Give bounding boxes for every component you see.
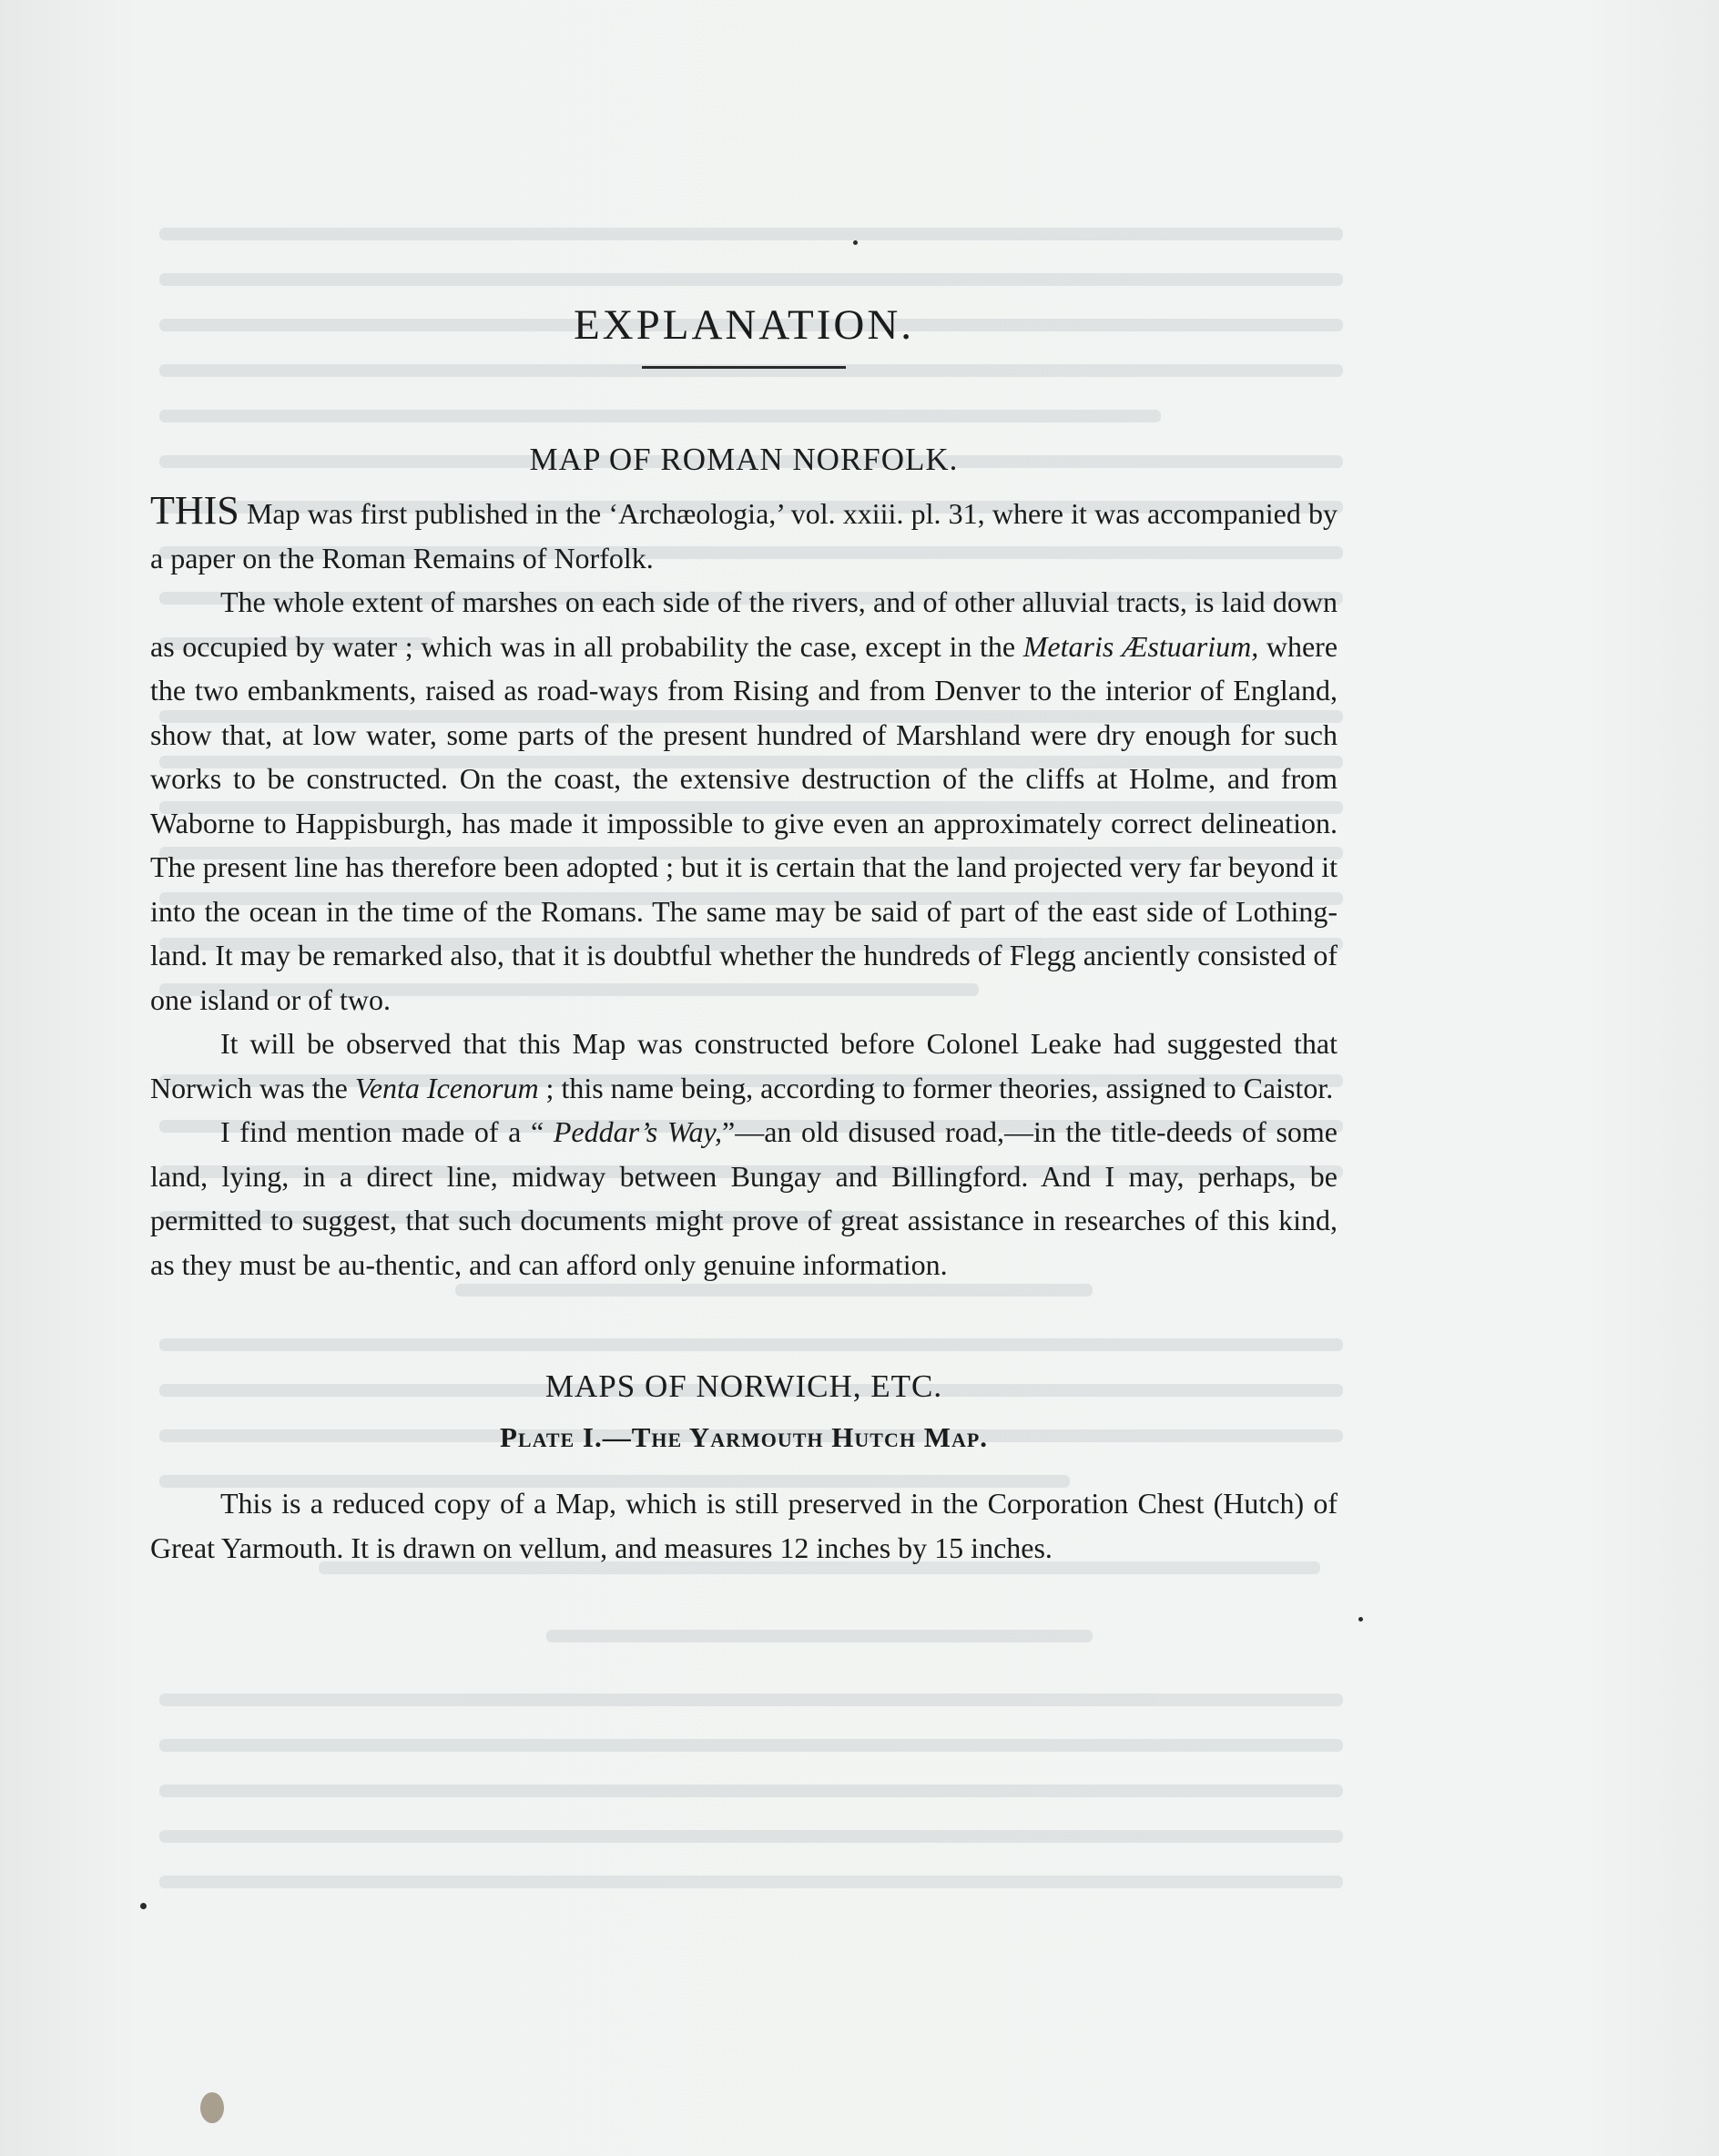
italic-term: Peddar’s Way, (553, 1115, 722, 1148)
paragraph-text: The whole extent of marshes on each side of the rivers, and of other alluvial tracts, is laid down as occupied by water ; which was in all probability the case, except in the (150, 585, 1338, 663)
paragraph-text: I find mention made of a “ (220, 1115, 554, 1148)
paragraph (150, 1022, 1338, 1110)
paragraph (150, 580, 1338, 1022)
paragraph (150, 1481, 1338, 1570)
title-rule (642, 366, 846, 369)
paragraph-text: ; this name being, according to former theories, assigned to Caistor. (538, 1071, 1334, 1104)
ink-speck (853, 240, 858, 245)
section-heading-roman-norfolk: MAP OF ROMAN NORFOLK. (529, 442, 959, 477)
paragraph-text: where the two embankments, raised as road-ways from Rising and from Denver to the interior of England, show that, at low water, some parts of the present hundred of Marshland were dry enough for such works to be constructed. On the coast, the extensive destruction of the cliffs at Holme, and from Waborne to Happisburgh, has made it impossible to give even an approximately correct delineation. The present line has therefore been adopted ; but it is certain that the land projected very far beyond it into the ocean in the time of the Romans. The same may be said of part of the east side of Lothing-land. It may be remarked also, that it is doubtful whether the hundreds of Flegg anciently consisted of one island or of two. (150, 629, 1338, 1016)
paragraph-text: ”—an old disused road,—in the title-deeds of some land, lying, in a direct line, midway between Bungay and Billingford. And I may, perhaps, be permitted to suggest, that such documents might prove of great assistance in researches of this kind, as they must be au-thentic, and can afford only genuine information. (150, 1115, 1338, 1281)
paragraph (150, 489, 1338, 580)
italic-term: Metaris Æstuarium, (1022, 629, 1259, 663)
italic-term: Venta Icenorum (354, 1071, 539, 1104)
paragraph-text: Map was first published in the ‘Archæologia,’ vol. xxiii. pl. 31, where it was accompanied by a paper on the Roman Remains of Norfolk. (150, 497, 1338, 575)
ink-blot (200, 2092, 224, 2123)
page-content (150, 300, 1338, 1570)
dropcap-text: THIS (150, 488, 239, 533)
ink-speck (1358, 1617, 1363, 1622)
paragraph (150, 1110, 1338, 1286)
paragraph-text: This is a reduced copy of a Map, which is still preserved in the Corporation Chest (Hutch) of Great Yarmouth. It is drawn on vellum, and measures 12 inches by 15 inches. (150, 1487, 1338, 1564)
paragraph-text: It will be observed that this Map was constructed before Colonel Leake had suggested that Norwich was the (150, 1027, 1338, 1104)
section-heading-maps-of-norwich: MAPS OF NORWICH, ETC. (544, 1368, 943, 1404)
ink-speck (140, 1903, 147, 1909)
page-title: EXPLANATION. (573, 301, 915, 349)
plate-heading: Plate I.—The Yarmouth Hutch Map. (499, 1421, 989, 1453)
